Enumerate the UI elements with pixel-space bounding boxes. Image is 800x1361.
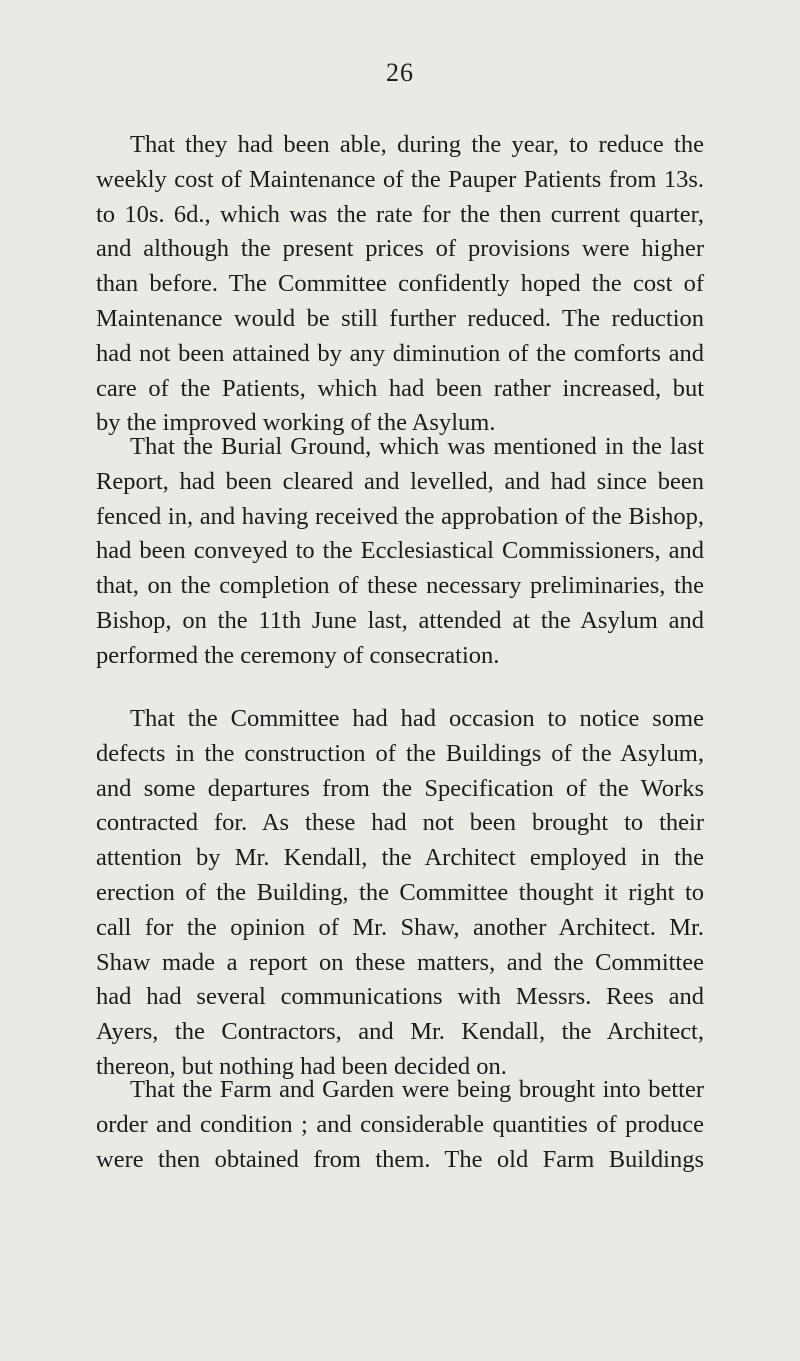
paragraph-maintenance-cost: [96, 128, 704, 441]
text-line: had had several communications with Messrs. Rees and: [96, 983, 704, 1011]
paragraph-farm-garden: [96, 1073, 704, 1177]
text-line: attention by Mr. Kendall, the Architect employed in the: [96, 844, 704, 872]
text-line: care of the Patients, which had been rather increased, but: [96, 374, 704, 402]
text-line: that, on the completion of these necessary preliminaries, the: [96, 572, 704, 600]
text-line: That they had been able, during the year, to reduce the: [130, 131, 704, 158]
text-line: weekly cost of Maintenance of the Pauper Patients from 13s.: [96, 165, 704, 193]
text-line: by the improved working of the Asylum.: [96, 409, 496, 437]
paragraph-building-defects: [96, 702, 704, 1085]
text-line: and although the present prices of provisions were higher: [96, 235, 704, 263]
text-line: order and condition ; and considerable quantities of produce: [96, 1110, 704, 1138]
text-line: call for the opinion of Mr. Shaw, another Architect. Mr.: [96, 913, 704, 941]
text-line: were then obtained from them. The old Farm Buildings: [96, 1145, 704, 1173]
text-line: Bishop, on the 11th June last, attended at the Asylum and: [96, 606, 704, 634]
text-line: Ayers, the Contractors, and Mr. Kendall, the Architect,: [96, 1018, 704, 1046]
text-line: fenced in, and having received the approbation of the Bishop,: [96, 502, 704, 530]
text-line: erection of the Building, the Committee thought it right to: [96, 878, 704, 906]
text-line: performed the ceremony of consecration.: [96, 641, 500, 669]
text-line: That the Committee had had occasion to notice some: [130, 705, 704, 732]
text-line: Maintenance would be still further reduced. The reduction: [96, 304, 704, 332]
page-number: 26: [386, 58, 414, 87]
text-line: Shaw made a report on these matters, and the Committee: [96, 948, 704, 976]
text-line: That the Burial Ground, which was mentioned in the last: [130, 433, 704, 460]
text-line: had not been attained by any diminution of the comforts and: [96, 339, 704, 367]
paragraph-burial-ground: [96, 430, 704, 674]
text-line: thereon, but nothing had been decided on.: [96, 1052, 507, 1080]
text-line: That the Farm and Garden were being brought into better: [130, 1076, 704, 1103]
text-line: defects in the construction of the Buildings of the Asylum,: [96, 739, 704, 767]
text-line: and some departures from the Specification of the Works: [96, 774, 704, 802]
text-line: to 10s. 6d., which was the rate for the then current quarter,: [96, 200, 704, 228]
text-line: contracted for. As these had not been brought to their: [96, 809, 704, 837]
text-line: than before. The Committee confidently hoped the cost of: [96, 270, 704, 298]
text-line: had been conveyed to the Ecclesiastical Commissioners, and: [96, 537, 704, 565]
text-line: Report, had been cleared and levelled, and had since been: [96, 467, 704, 495]
